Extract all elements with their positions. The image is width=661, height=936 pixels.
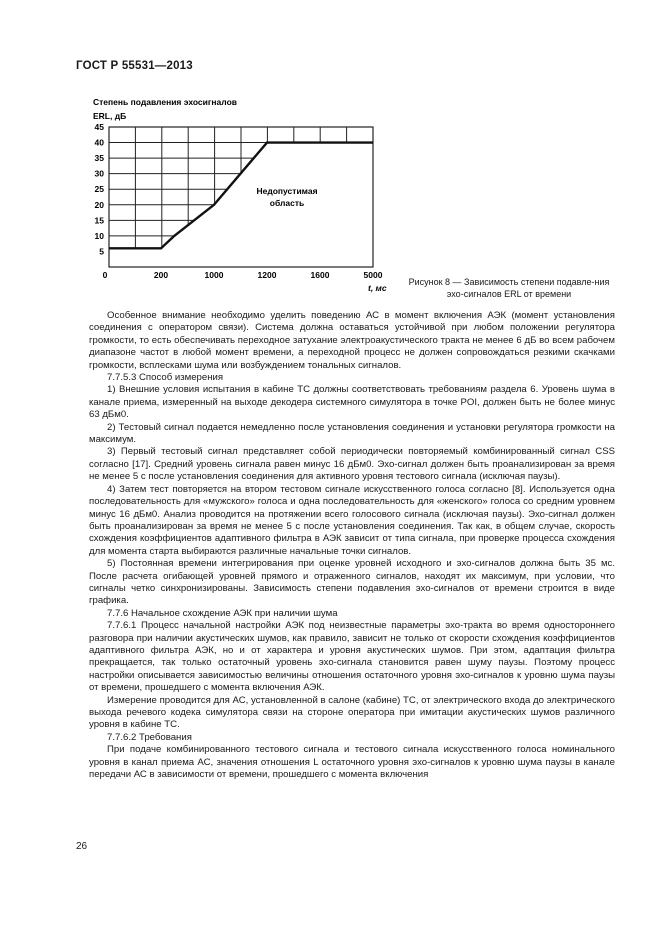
paragraph: Измерение проводится для АС, установленной в салоне (кабине) ТС, от электрического входа до электрического выхода речевого кодека симулятора связи на стороне оператора при имитации акустических шумов различного уровня в кабине ТС. [89,694,615,731]
gridlines [109,127,373,267]
region-label-line2: область [269,198,305,208]
y-tick-label: 20 [94,199,104,210]
y-tick-label: 45 [94,122,104,132]
x-tick-label: 5000 [363,270,383,280]
paragraph: 1) Внешние условия испытания в кабине ТС должны соответствовать требованиям раздела 6. Уровень шума в канале приема, измеренный на выходе декодера системного симулятора в точке POI, должен быть не более минус 63 дБм0. [89,384,615,421]
y-axis-title: Степень подавления эхосигналов [93,97,237,107]
y-tick-label: 40 [94,137,104,148]
figure-erl-chart [0,0,661,310]
chart-tick-labels [95,122,383,280]
body-text [89,310,615,781]
subsection-heading: 7.7.5.3 Способ измерения [107,372,224,384]
paragraph: 2) Тестовый сигнал подается немедленно после установления соединения и установки регулятора громкости на максимум. [89,421,615,446]
y-tick-label: 25 [94,184,104,195]
page-number: 26 [76,841,88,852]
paragraph: При подаче комбинированного тестового сигнала и тестового сигнала искусственного голоса номинального уровня в канал приема АС, значения отношения L остаточного уровня эхо-сигналов к уровню шума паузы в канале передачи АС в зависимости от времени, прошедшего с момента включения [89,744,615,781]
document-header: ГОСТ Р 55531—2013 [76,60,193,72]
paragraph: 7.7.6.1 Процесс начальной настройки АЭК под неизвестные параметры эхо-тракта во время одностороннего разговора при наличии акустических шумов, как правило, зависит не только от скорости схождения коэффициентов адаптивного фильтра АЭК, но и от характера и уровня акустических шумов. При этом, адаптация фильтра прекращается, так только остаточный уровень эхо-сигнала становится равен шуму паузы. Поэтому процесс настройки описывается зависимостью величины отношения остаточного уровня эхо-сигналов к уровню шума паузы от времени, прошедшего с момента включения АЭК. [89,620,615,694]
region-label-line1: Недопустимая [256,186,318,196]
figure-caption: Рисунок 8 — Зависимость степени подавле-ния эхо-сигналов ERL от времени [408,277,610,299]
chart-grid [109,127,373,267]
x-tick-label: 200 [153,270,169,280]
y-tick-label: 30 [94,168,104,179]
y-tick-label: 10 [94,230,104,241]
x-tick-label: 1200 [257,270,277,280]
x-axis-title: t, мс [368,283,387,293]
y-tick-label: 15 [94,215,104,226]
x-tick-label: 1000 [204,270,224,280]
paragraph: 4) Затем тест повторяется на втором тестовом сигнале искусственного голоса согласно [8]. Используется одна последовательность для «мужского» голоса и одна последовательность для «женского» голоса со средним уровнем минус 16 дБм0. Анализ проводится на протяжении всего голосового сигнала (исключая паузы). Эхо-сигнал должен быть проанализирован за время не менее 5 с после установления соединения. Так как, в общем случае, скорость схождения коэффициентов адаптивного фильтра в АЭК зависит от типа сигнала, при проверке процесса схождения для момента старта выбираются различные начальные точки сигналов. [89,483,615,557]
paragraph: 3) Первый тестовый сигнал представляет собой периодически повторяемый комбинированный сигнал CSS согласно [17]. Средний уровень сигнала равен минус 16 дБм0. Эхо-сигнал должен быть проанализирован за время не менее 5 с после установления соединения для активного уровня тестового сигнала (исключая паузы). [89,446,615,483]
paragraph: 5) Постоянная времени интегрирования при оценке уровней исходного и эхо-сигналов должна быть 35 мс. После расчета огибающей уровней прямого и отраженного сигналов, находят их максимум, при условии, что сигналы четко синхронизированы. Зависимость степени подавления эхо-сигналов от времени строится в виде графика. [89,558,615,607]
y-axis-unit: ERL, дБ [93,111,127,121]
x-tick-label: 1600 [310,270,330,280]
erl-chart [0,0,661,310]
y-tick-label: 5 [99,246,104,257]
y-tick-label: 35 [94,153,104,164]
subsection-heading: 7.7.6 Начальное схождение АЭК при наличии шума [107,607,338,619]
paragraph: Особенное внимание необходимо уделить поведению АС в момент включения АЭК (момент установления соединения с оператором связи). Система должна оставаться устойчивой при любом положении регулятора громкости, то есть обеспечивать переходное затухание электроакустического тракта не менее 6 дБ во всем рабочем диапазоне частот в любой момент времени, а переходной процесс не должен сопровождаться резкими скачками громкости, всплесками шума или возбуждением тональных сигналов. [89,310,615,371]
subsection-heading: 7.7.6.2 Требования [107,731,192,743]
origin-label: 0 [102,270,108,280]
